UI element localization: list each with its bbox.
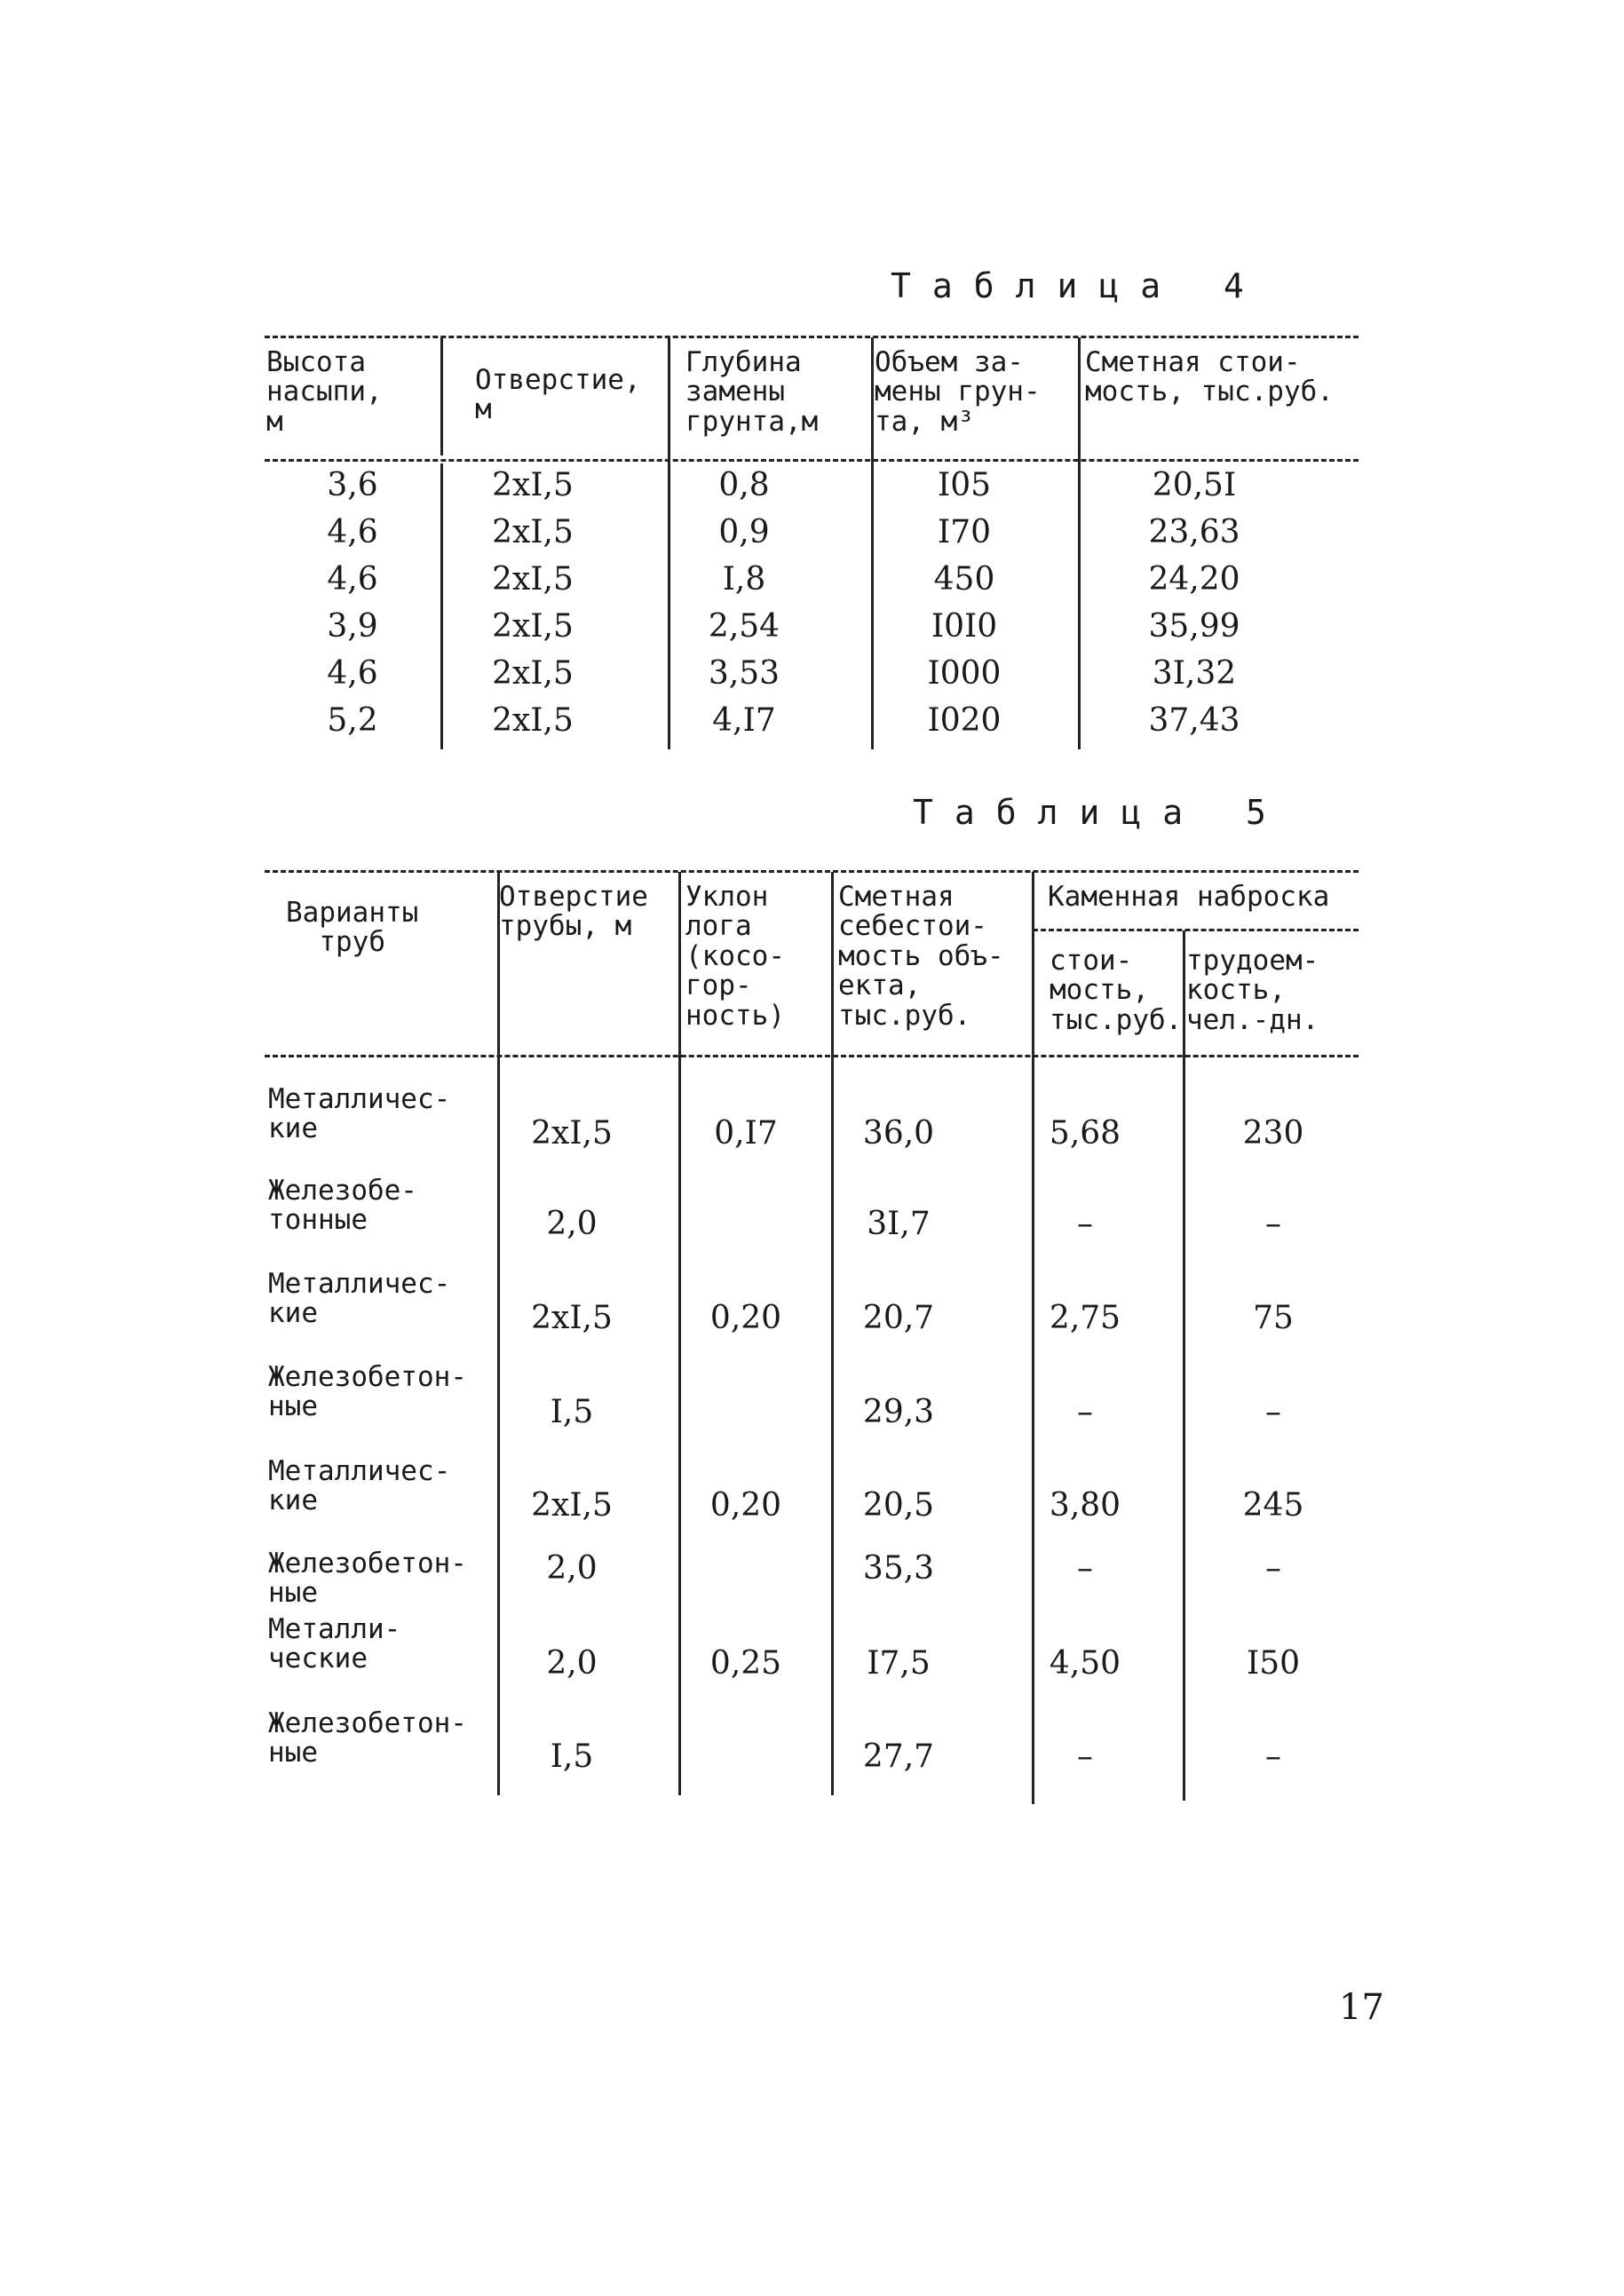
table5-cell-cost: 27,7 xyxy=(862,1738,935,1775)
table5-header-labor: трудоем- кость, чел.-дн. xyxy=(1186,945,1319,1036)
table5-cell-slope: 0,25 xyxy=(709,1645,782,1682)
table5-cell-stone-cost: 5,68 xyxy=(1049,1115,1121,1152)
table4-cell-height: 3,6 xyxy=(327,467,378,503)
table4-cell-opening: 2хI,5 xyxy=(492,702,574,739)
table4-cell-cost: 24,20 xyxy=(1148,561,1240,598)
table5-header-group: Каменная наброска xyxy=(1048,881,1330,913)
table5-cell-stone-cost: 2,75 xyxy=(1049,1300,1121,1336)
table5-cell-opening: I,5 xyxy=(550,1394,594,1430)
table5-header-slope: Уклон лога (косо- гор- ность) xyxy=(685,881,785,1032)
table5-cell-stone-cost: – xyxy=(1077,1394,1093,1430)
table4-col-divider xyxy=(1078,337,1081,749)
table5-cell-stone-cost: 4,50 xyxy=(1049,1645,1121,1682)
table4-cell-cost: 37,43 xyxy=(1148,702,1240,739)
table5-cell-labor: 245 xyxy=(1242,1487,1304,1524)
table5-cell-opening: 2,0 xyxy=(546,1645,598,1682)
table4-header-height: Высота насыпи, м xyxy=(266,346,383,438)
table5-cell-stone-cost: – xyxy=(1077,1738,1093,1775)
table4-cell-volume: 450 xyxy=(933,561,995,598)
table5-cell-cost: 35,3 xyxy=(862,1550,935,1587)
table4-cell-depth: 4,I7 xyxy=(712,702,776,739)
table4-cell-opening: 2хI,5 xyxy=(492,467,574,503)
table4-cell-cost: 23,63 xyxy=(1148,514,1240,550)
table4-header-cost: Сметная стои- мость, тыс.руб. xyxy=(1085,346,1334,408)
table5-cell-stone-cost: 3,80 xyxy=(1049,1487,1121,1524)
table4-cell-height: 5,2 xyxy=(327,702,378,739)
table4-cell-volume: I05 xyxy=(937,467,992,503)
table4-col-divider xyxy=(440,463,443,749)
table5-cell-slope: 0,20 xyxy=(709,1487,782,1524)
table5-cell-labor: – xyxy=(1265,1550,1281,1587)
table5-cell-cost: 20,7 xyxy=(862,1300,935,1336)
table5-title: Таблица 5 xyxy=(913,793,1287,832)
table4-cell-depth: 0,9 xyxy=(718,514,770,550)
table4-cell-depth: 0,8 xyxy=(718,467,770,503)
table5-cell-cost: I7,5 xyxy=(867,1645,931,1682)
table5-cell-labor: – xyxy=(1265,1394,1281,1430)
table5-cell-slope: 0,I7 xyxy=(714,1115,778,1152)
table5-cell-cost: 36,0 xyxy=(862,1115,935,1152)
table4-header-volume: Объем за- мены грун- та, м³ xyxy=(875,346,1041,438)
table5-cell-opening: 2хI,5 xyxy=(531,1487,613,1524)
table5-cell-variant: Металличес- кие xyxy=(268,1083,451,1144)
table5-header-cost: Сметная себестои- мость объ- екта, тыс.руб. xyxy=(838,881,1004,1032)
table4-header-rule xyxy=(265,459,1359,462)
table4-cell-cost: 3I,32 xyxy=(1152,655,1237,692)
table5-cell-opening: 2,0 xyxy=(546,1550,598,1587)
table4-cell-height: 4,6 xyxy=(327,514,378,550)
table4-cell-depth: 2,54 xyxy=(708,608,780,645)
table4-cell-height: 4,6 xyxy=(327,561,378,598)
table5-cell-variant: Железобе- тонные xyxy=(268,1175,417,1236)
table4-top-rule xyxy=(265,336,1359,338)
page-number: 17 xyxy=(1339,1987,1384,2028)
table5-cell-stone-cost: – xyxy=(1077,1206,1093,1242)
table5-header-opening: Отверстие трубы, м xyxy=(499,881,648,943)
table5-header-variants: Варианты труб xyxy=(286,897,419,959)
table4-cell-opening: 2хI,5 xyxy=(492,561,574,598)
table4-cell-volume: I000 xyxy=(927,655,1002,692)
table5-cell-variant: Железобетон- ные xyxy=(268,1707,467,1769)
table5-cell-variant: Металличес- кие xyxy=(268,1455,451,1516)
table5-cell-slope: 0,20 xyxy=(709,1300,782,1336)
table5-header-stone-cost: стои- мость, тыс.руб. xyxy=(1050,945,1183,1036)
table5-cell-stone-cost: – xyxy=(1077,1550,1093,1587)
table5-header-rule xyxy=(265,1055,1359,1057)
table4-header-depth: Глубина замены грунта,м xyxy=(685,346,819,438)
table4-cell-depth: I,8 xyxy=(722,561,766,598)
table5-cell-opening: 2хI,5 xyxy=(531,1115,613,1152)
table4-cell-height: 4,6 xyxy=(327,655,378,692)
table4-cell-opening: 2хI,5 xyxy=(492,655,574,692)
table5-cell-variant: Железобетон- ные xyxy=(268,1361,467,1422)
table4-cell-opening: 2хI,5 xyxy=(492,514,574,550)
table4-cell-height: 3,9 xyxy=(327,608,378,645)
table4-cell-volume: I020 xyxy=(927,702,1002,739)
table5-cell-labor: 230 xyxy=(1242,1115,1304,1152)
table4-cell-depth: 3,53 xyxy=(708,655,780,692)
table4-cell-cost: 35,99 xyxy=(1148,608,1240,645)
table5-cell-cost: 29,3 xyxy=(862,1394,935,1430)
table5-cell-cost: 20,5 xyxy=(862,1487,935,1524)
table4-cell-volume: I70 xyxy=(937,514,992,550)
table5-cell-opening: 2хI,5 xyxy=(531,1300,613,1336)
table5-cell-opening: I,5 xyxy=(550,1738,594,1775)
table5-cell-variant: Железобетон- ные xyxy=(268,1548,467,1609)
table4-title: Таблица 4 xyxy=(891,266,1265,305)
table5-cell-variant: Металличес- кие xyxy=(268,1268,451,1329)
table4-cell-opening: 2хI,5 xyxy=(492,608,574,645)
table5-cell-variant: Металли- ческие xyxy=(268,1613,401,1674)
table5-cell-cost: 3I,7 xyxy=(867,1206,931,1242)
table4-header-opening: Отверстие, м xyxy=(475,364,641,426)
table5-cell-labor: – xyxy=(1265,1206,1281,1242)
table5-cell-labor: – xyxy=(1265,1738,1281,1775)
table4-col-divider xyxy=(871,337,874,749)
table5-col-divider xyxy=(1183,930,1185,1801)
table5-cell-opening: 2,0 xyxy=(546,1206,598,1242)
table4-col-divider xyxy=(440,337,443,455)
table5-cell-labor: I50 xyxy=(1246,1645,1301,1682)
table5-cell-labor: 75 xyxy=(1253,1300,1294,1336)
table5-group-rule xyxy=(1033,929,1359,931)
table5-top-rule xyxy=(265,870,1359,873)
table4-cell-cost: 20,5I xyxy=(1152,467,1237,503)
table4-cell-volume: I0I0 xyxy=(931,608,998,645)
